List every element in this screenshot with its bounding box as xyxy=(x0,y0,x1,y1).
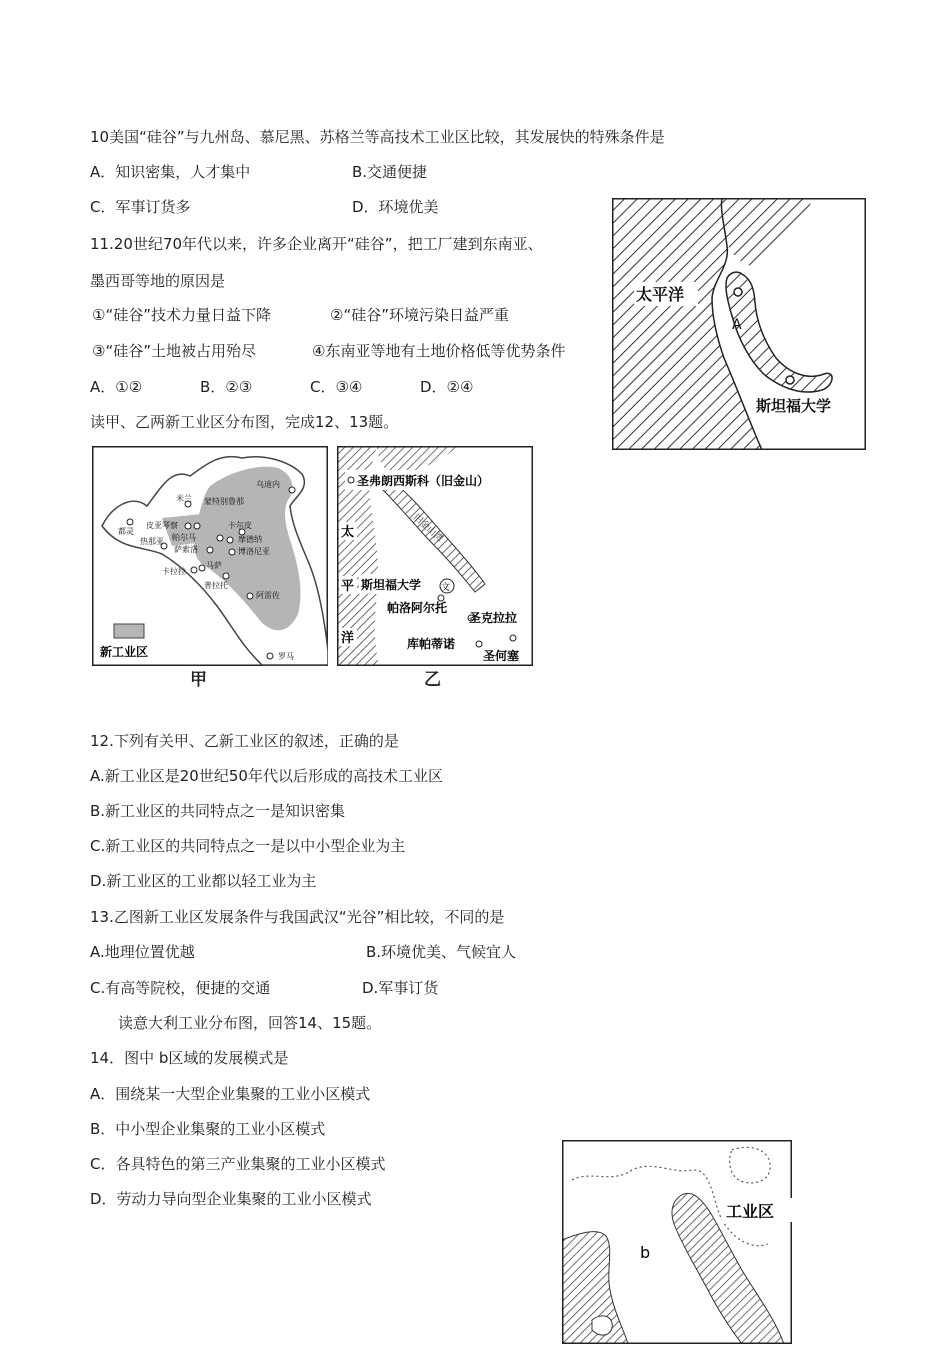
map-jia-caption: 甲 xyxy=(190,670,207,690)
industrial-zone-label: 工业区 xyxy=(726,1202,775,1221)
intro-14-15: 读意大利工业分布图，回答14、15题。 xyxy=(118,1014,382,1032)
san-jose-label: 圣何塞 xyxy=(483,649,520,663)
q12-option-d[interactable]: D.新工业区的工业都以轻工业为主 xyxy=(90,872,317,890)
point-a-marker xyxy=(734,288,742,296)
region-b-label: b xyxy=(640,1243,651,1262)
q11-option-a[interactable]: A．①② xyxy=(90,378,143,396)
intro-12-13: 读甲、乙两新工业区分布图，完成12、13题。 xyxy=(90,413,399,431)
q11-statement-2: ②“硅谷”环境污染日益严重 xyxy=(330,306,509,324)
q11-option-b[interactable]: B．②③ xyxy=(200,378,253,396)
city-label: 罗马 xyxy=(278,652,294,661)
city-label: 乌迪内 xyxy=(256,480,280,489)
city-label: 普拉托 xyxy=(204,581,228,590)
q12-option-b[interactable]: B.新工业区的共同特点之一是知识密集 xyxy=(90,802,346,820)
map-yi xyxy=(337,446,533,666)
city-label: 帕尔马 xyxy=(172,533,196,542)
q11-statement-1: ①“硅谷”技术力量日益下降 xyxy=(92,306,271,324)
q14-option-d[interactable]: D．劳动力导向型企业集聚的工业小区模式 xyxy=(90,1190,372,1208)
ocean-char-tai: 太 xyxy=(341,525,355,540)
q11-stem-line2: 墨西哥等地的原因是 xyxy=(90,272,226,290)
stanford-marker xyxy=(786,376,794,384)
q14-option-c[interactable]: C．各具特色的第三产业集聚的工业小区模式 xyxy=(90,1155,386,1173)
q12-option-c[interactable]: C.新工业区的共同特点之一是以中小型企业为主 xyxy=(90,837,406,855)
pacific-ocean-label: 太平洋 xyxy=(636,285,685,304)
q14-stem: 14．图中 b区域的发展模式是 xyxy=(90,1049,289,1067)
university-symbol: 文 xyxy=(441,583,451,593)
cupertino-label: 库帕蒂诺 xyxy=(407,637,456,651)
silicon-valley-map xyxy=(612,198,866,450)
city-label: 米兰 xyxy=(176,494,192,503)
q11-option-d[interactable]: D．②④ xyxy=(420,378,474,396)
sf-label: 圣弗朗西斯科（旧金山） xyxy=(357,474,490,488)
city-label: 阿雷佐 xyxy=(256,591,280,600)
city-label: 萨索洛 xyxy=(174,545,198,554)
city-label: 蒙特别鲁那 xyxy=(204,497,244,506)
point-a-label: A xyxy=(732,317,742,333)
palo-alto-label: 帕洛阿尔托 xyxy=(387,601,448,615)
city-label: 卡尔皮 xyxy=(228,521,252,530)
legend-swatch xyxy=(114,624,144,638)
stanford-label: 斯坦福大学 xyxy=(361,578,422,592)
q10-option-b[interactable]: B.交通便捷 xyxy=(352,163,428,181)
santa-clara-label: 圣克拉拉 xyxy=(469,611,518,625)
legend-label: 新工业区 xyxy=(100,645,149,659)
q11-option-c[interactable]: C．③④ xyxy=(310,378,363,396)
city-label: 皮亚琴察 xyxy=(146,521,178,530)
q13-option-b[interactable]: B.环境优美、气候宜人 xyxy=(366,943,517,961)
bay-label: 旧金山湾 xyxy=(410,512,445,545)
city-label: 热那亚 xyxy=(140,537,164,546)
q12-option-a[interactable]: A.新工业区是20世纪50年代以后形成的高技术工业区 xyxy=(90,767,443,785)
q10-option-d[interactable]: D．环境优美 xyxy=(352,198,439,216)
q10-stem: 10美国“硅谷”与九州岛、慕尼黑、苏格兰等高技术工业区比较，其发展快的特殊条件是 xyxy=(90,128,665,146)
italy-industry-map xyxy=(562,1140,792,1344)
q14-option-b[interactable]: B．中小型企业集聚的工业小区模式 xyxy=(90,1120,326,1138)
q13-option-d[interactable]: D.军事订货 xyxy=(362,979,439,997)
city-label: 博洛尼亚 xyxy=(238,547,270,556)
q13-option-c[interactable]: C.有高等院校，便捷的交通 xyxy=(90,979,271,997)
city-label: 都灵 xyxy=(118,527,134,536)
q11-statement-3: ③“硅谷”土地被占用殆尽 xyxy=(92,342,256,360)
city-label: 摩德纳 xyxy=(238,535,262,544)
q10-option-c[interactable]: C．军事订货多 xyxy=(90,198,191,216)
stanford-label: 斯坦福大学 xyxy=(756,397,832,415)
map-yi-caption: 乙 xyxy=(424,670,441,690)
q11-stem-line1: 11.20世纪70年代以来，许多企业离开“硅谷”，把工厂建到东南亚、 xyxy=(90,235,543,253)
q13-stem: 13.乙图新工业区发展条件与我国武汉“光谷”相比较，不同的是 xyxy=(90,908,505,926)
q12-stem: 12.下列有关甲、乙新工业区的叙述，正确的是 xyxy=(90,732,399,750)
ocean-char-yang: 洋 xyxy=(341,631,355,646)
ocean-char-ping: 平 xyxy=(341,579,355,594)
q11-statement-4: ④东南亚等地有土地价格低等优势条件 xyxy=(312,342,566,360)
q14-option-a[interactable]: A．围绕某一大型企业集聚的工业小区模式 xyxy=(90,1085,371,1103)
city-label: 卡拉拉 xyxy=(162,567,186,576)
city-label: 马萨 xyxy=(206,561,222,570)
q13-option-a[interactable]: A.地理位置优越 xyxy=(90,943,195,961)
q10-option-a[interactable]: A．知识密集，人才集中 xyxy=(90,163,251,181)
map-jia xyxy=(92,446,328,666)
